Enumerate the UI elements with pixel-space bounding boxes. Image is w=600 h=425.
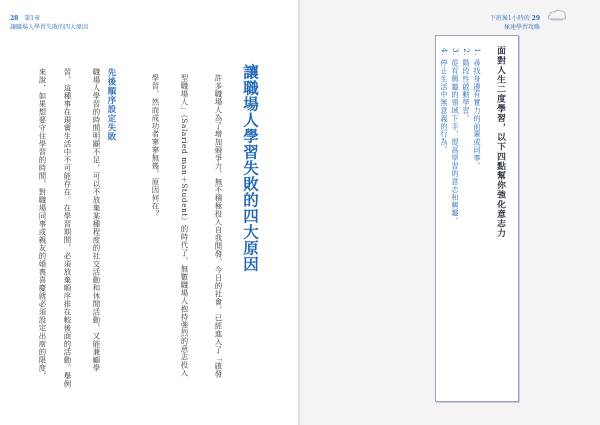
running-header bbox=[10, 14, 88, 32]
chapter-label: 第1章 bbox=[24, 15, 41, 22]
tip-item: 4. 停止生活中無意義的行為。 bbox=[440, 48, 449, 155]
tip-item: 3. 從有興趣的領域下手，提高學習的意志和興趣。 bbox=[451, 48, 460, 226]
page-number: 29 bbox=[531, 15, 540, 22]
section-title: 讓職場人學習失敗的四大原因 bbox=[241, 64, 259, 272]
chapter-title: 讓職場人學習失敗的四大原因 bbox=[10, 24, 89, 31]
intro-line: 許多職場人為了增加競爭力，無不積極投入自我開發。今日的社會，已經進入了「啟發 bbox=[214, 74, 223, 378]
intro-line: 學習，然而成功者寥寥無幾，原因何在？ bbox=[151, 74, 160, 218]
tips-card bbox=[435, 35, 519, 402]
running-header bbox=[490, 14, 540, 32]
cloud-doodle-icon bbox=[546, 8, 568, 22]
right-page bbox=[300, 0, 600, 425]
tip-item: 1. 尋找身邊有實力的前輩或同事。 bbox=[473, 48, 482, 170]
card-title: 面對人生二度學習，以下四點幫你強化意志力 bbox=[495, 46, 505, 238]
body-line: 來說，如果想要守住學習的時間，對職場同事或親友的婚喪喜慶就必須設定出席的限度， bbox=[38, 68, 47, 380]
book-title-line2: 極速學習攻略 bbox=[503, 24, 540, 31]
body-line: 習，這種事在現實生活中不可能存在。在學習期間，必須放棄順序排在較後面的活動。舉例 bbox=[63, 68, 72, 388]
page-number: 28 bbox=[10, 15, 19, 22]
tip-item: 2. 階段性啟動學習。 bbox=[462, 48, 471, 123]
intro-line: 型職場人」（Salaried man＋Student）的時代了，無數職場人抱持強烈的意志投入 bbox=[180, 74, 189, 378]
body-line: 職場人學習的時間明顯不足，可以不放棄某種程度的社交活動和休閒活動，又能兼顧學 bbox=[92, 68, 101, 372]
subheading: 先後順序設定失敗 bbox=[107, 68, 117, 142]
book-title-line1: 下班後1小時的 bbox=[489, 15, 530, 22]
